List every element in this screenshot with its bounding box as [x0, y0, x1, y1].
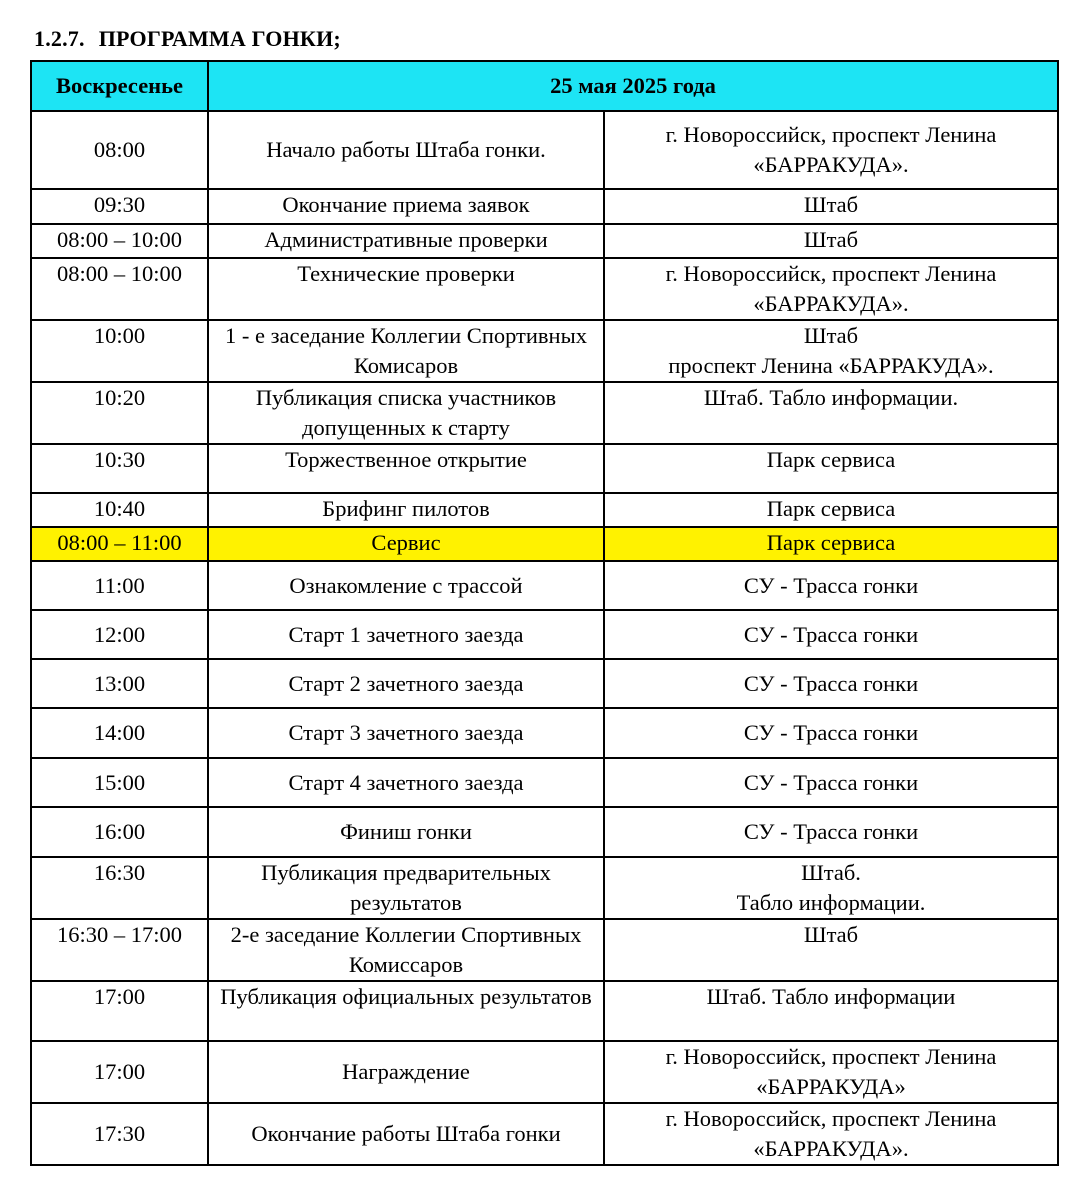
table-row — [31, 320, 1058, 382]
location-cell: Штаб — [604, 224, 1058, 258]
location-line: Штаб. — [801, 860, 861, 885]
time-cell: 17:00 — [31, 981, 208, 1041]
event-cell: Брифинг пилотов — [208, 493, 604, 527]
section-title: ПРОГРАММА ГОНКИ; — [98, 26, 341, 51]
location-cell: СУ - Трасса гонки — [604, 708, 1058, 758]
table-row — [31, 659, 1058, 708]
event-cell: 2-е заседание Коллегии Спортивных Комиссаров — [208, 919, 604, 981]
table-row — [31, 258, 1058, 320]
table-row-highlighted — [31, 527, 1058, 561]
time-cell: 10:00 — [31, 320, 208, 382]
header-row — [31, 61, 1058, 111]
race-program-table — [30, 60, 1059, 1166]
table-row — [31, 382, 1058, 444]
time-cell: 10:30 — [31, 444, 208, 493]
header-day: Воскресенье — [31, 61, 208, 111]
location-line: г. Новороссийск, проспект Ленина — [665, 1106, 997, 1131]
header-date: 25 мая 2025 года — [208, 61, 1058, 111]
time-cell: 16:30 – 17:00 — [31, 919, 208, 981]
location-line: г. Новороссийск, проспект Ленина — [665, 122, 997, 147]
location-cell: СУ - Трасса гонки — [604, 758, 1058, 807]
event-cell: Публикация официальных результатов — [208, 981, 604, 1041]
time-cell: 08:00 — [31, 111, 208, 189]
location-line: г. Новороссийск, проспект Ленина — [665, 261, 997, 286]
location-line: Табло информации. — [736, 890, 926, 915]
event-cell: Технические проверки — [208, 258, 604, 320]
event-cell: Начало работы Штаба гонки. — [208, 111, 604, 189]
event-cell: Награждение — [208, 1041, 604, 1103]
location-cell — [604, 857, 1058, 919]
event-cell: Старт 4 зачетного заезда — [208, 758, 604, 807]
time-cell: 10:40 — [31, 493, 208, 527]
event-cell: Публикация списка участников допущенных к старту — [208, 382, 604, 444]
table-row — [31, 610, 1058, 659]
event-cell: Торжественное открытие — [208, 444, 604, 493]
location-line: проспект Ленина «БАРРАКУДА». — [668, 353, 994, 378]
location-cell: Штаб. Табло информации. — [604, 382, 1058, 444]
location-cell — [604, 320, 1058, 382]
event-cell: Окончание приема заявок — [208, 189, 604, 224]
section-heading — [34, 26, 341, 52]
time-cell: 11:00 — [31, 561, 208, 610]
event-cell: Старт 1 зачетного заезда — [208, 610, 604, 659]
location-line: г. Новороссийск, проспект Ленина — [665, 1044, 997, 1069]
time-cell: 15:00 — [31, 758, 208, 807]
location-cell: Парк сервиса — [604, 493, 1058, 527]
location-line: «БАРРАКУДА». — [753, 291, 909, 316]
time-cell: 17:30 — [31, 1103, 208, 1165]
table-row — [31, 807, 1058, 857]
time-cell: 12:00 — [31, 610, 208, 659]
time-cell: 16:00 — [31, 807, 208, 857]
event-cell: Окончание работы Штаба гонки — [208, 1103, 604, 1165]
event-cell: 1 - е заседание Коллегии Спортивных Комисаров — [208, 320, 604, 382]
location-line: Штаб — [803, 323, 859, 348]
location-cell: Парк сервиса — [604, 444, 1058, 493]
event-cell: Сервис — [208, 527, 604, 561]
table-row — [31, 708, 1058, 758]
location-cell: СУ - Трасса гонки — [604, 659, 1058, 708]
location-cell: СУ - Трасса гонки — [604, 610, 1058, 659]
location-line: «БАРРАКУДА» — [756, 1074, 906, 1099]
table-row — [31, 224, 1058, 258]
location-cell: СУ - Трасса гонки — [604, 807, 1058, 857]
time-cell: 13:00 — [31, 659, 208, 708]
location-cell: Штаб — [604, 919, 1058, 981]
location-cell — [604, 1041, 1058, 1103]
table-row — [31, 1041, 1058, 1103]
table-row — [31, 857, 1058, 919]
location-cell — [604, 1103, 1058, 1165]
table-row — [31, 189, 1058, 224]
event-cell: Административные проверки — [208, 224, 604, 258]
event-cell: Финиш гонки — [208, 807, 604, 857]
time-cell: 16:30 — [31, 857, 208, 919]
location-cell — [604, 111, 1058, 189]
table-row — [31, 493, 1058, 527]
table-body — [31, 111, 1058, 1165]
table-row — [31, 561, 1058, 610]
location-cell: СУ - Трасса гонки — [604, 561, 1058, 610]
location-cell: Штаб. Табло информации — [604, 981, 1058, 1041]
table-row — [31, 981, 1058, 1041]
time-cell: 08:00 – 10:00 — [31, 224, 208, 258]
table-row — [31, 111, 1058, 189]
location-line: «БАРРАКУДА». — [753, 1136, 909, 1161]
event-cell: Старт 2 зачетного заезда — [208, 659, 604, 708]
table-row — [31, 1103, 1058, 1165]
time-cell: 08:00 – 10:00 — [31, 258, 208, 320]
event-cell: Публикация предварительных результатов — [208, 857, 604, 919]
time-cell: 09:30 — [31, 189, 208, 224]
time-cell: 17:00 — [31, 1041, 208, 1103]
table-header — [31, 61, 1058, 111]
time-cell: 10:20 — [31, 382, 208, 444]
table-row — [31, 758, 1058, 807]
event-cell: Старт 3 зачетного заезда — [208, 708, 604, 758]
location-cell: Парк сервиса — [604, 527, 1058, 561]
location-cell: Штаб — [604, 189, 1058, 224]
event-cell: Ознакомление с трассой — [208, 561, 604, 610]
table-row — [31, 444, 1058, 493]
time-cell: 14:00 — [31, 708, 208, 758]
time-cell: 08:00 – 11:00 — [31, 527, 208, 561]
location-cell — [604, 258, 1058, 320]
location-line: «БАРРАКУДА». — [753, 152, 909, 177]
section-number: 1.2.7. — [34, 26, 85, 51]
table-row — [31, 919, 1058, 981]
